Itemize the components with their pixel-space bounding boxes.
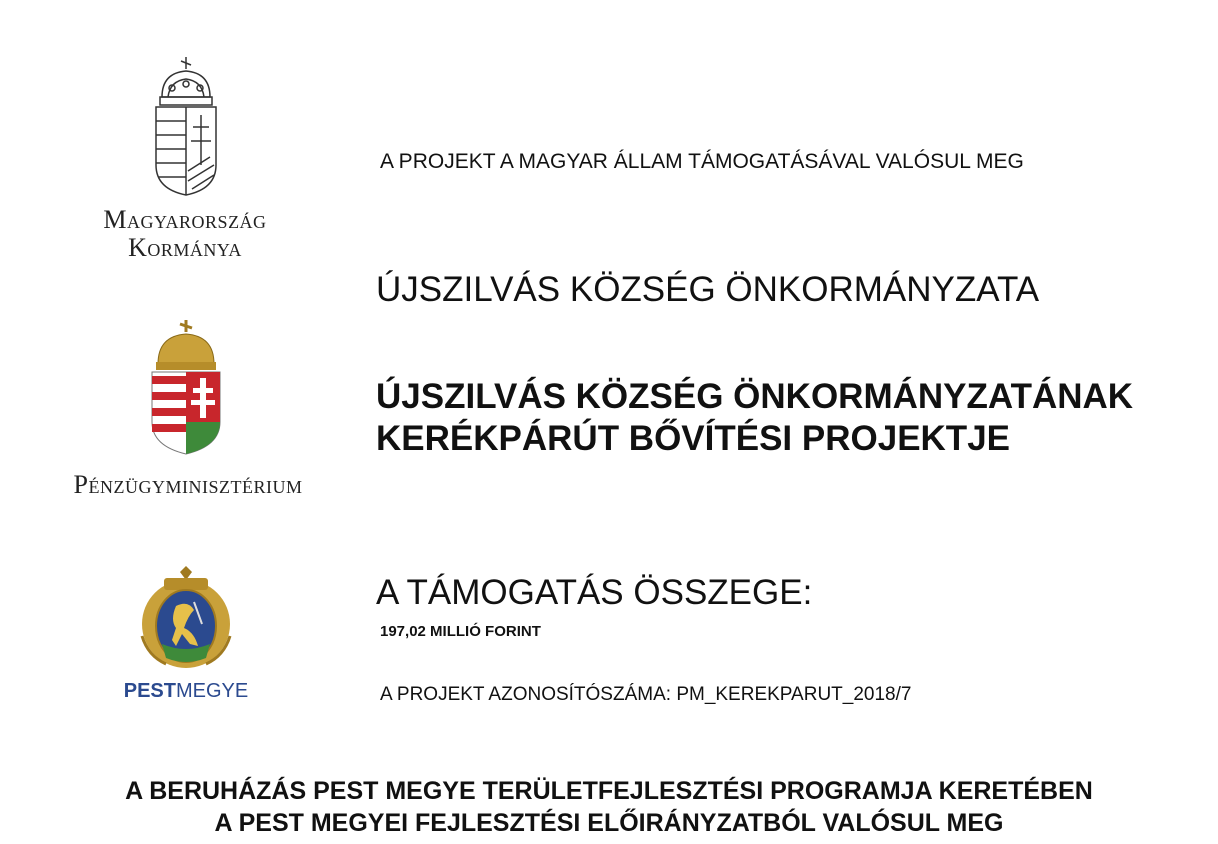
project-id: A PROJEKT AZONOSÍTÓSZÁMA: PM_KEREKPARUT_2018/7 — [380, 684, 912, 705]
government-label-line2: Kormánya — [128, 233, 242, 262]
project-title — [376, 376, 1133, 460]
government-label — [60, 206, 310, 262]
ministry-coat-of-arms-icon — [146, 318, 226, 458]
support-amount-value: 197,02 MILLIÓ FORINT — [380, 623, 541, 640]
municipality-name: ÚJSZILVÁS KÖZSÉG ÖNKORMÁNYZATA — [376, 270, 1040, 309]
pest-county-coat-of-arms-icon — [136, 566, 236, 674]
project-title-line2: KERÉKPÁRÚT BŐVÍTÉSI PROJEKTJE — [376, 419, 1010, 458]
support-statement: A PROJEKT A MAGYAR ÁLLAM TÁMOGATÁSÁVAL VALÓSUL MEG — [380, 150, 1024, 173]
pest-county-label — [96, 680, 276, 703]
project-title-line1: ÚJSZILVÁS KÖZSÉG ÖNKORMÁNYZATÁNAK — [376, 377, 1134, 416]
footer-line1: A BERUHÁZÁS PEST MEGYE TERÜLETFEJLESZTÉSI PROGRAMJA KERETÉBEN — [125, 777, 1093, 805]
footer-line2: A PEST MEGYEI FEJLESZTÉSI ELŐIRÁNYZATBÓL VALÓSUL MEG — [214, 809, 1004, 837]
government-label-line1: Magyarország — [103, 205, 267, 234]
ministry-label: Pénzügyminisztérium — [73, 470, 303, 499]
support-amount-label: A TÁMOGATÁS ÖSSZEGE: — [376, 573, 813, 612]
pest-label-normal: MEGYE — [176, 680, 249, 702]
pest-label-bold: PEST — [123, 680, 176, 702]
government-coat-of-arms-icon — [148, 55, 224, 197]
footer-statement — [0, 775, 1218, 839]
